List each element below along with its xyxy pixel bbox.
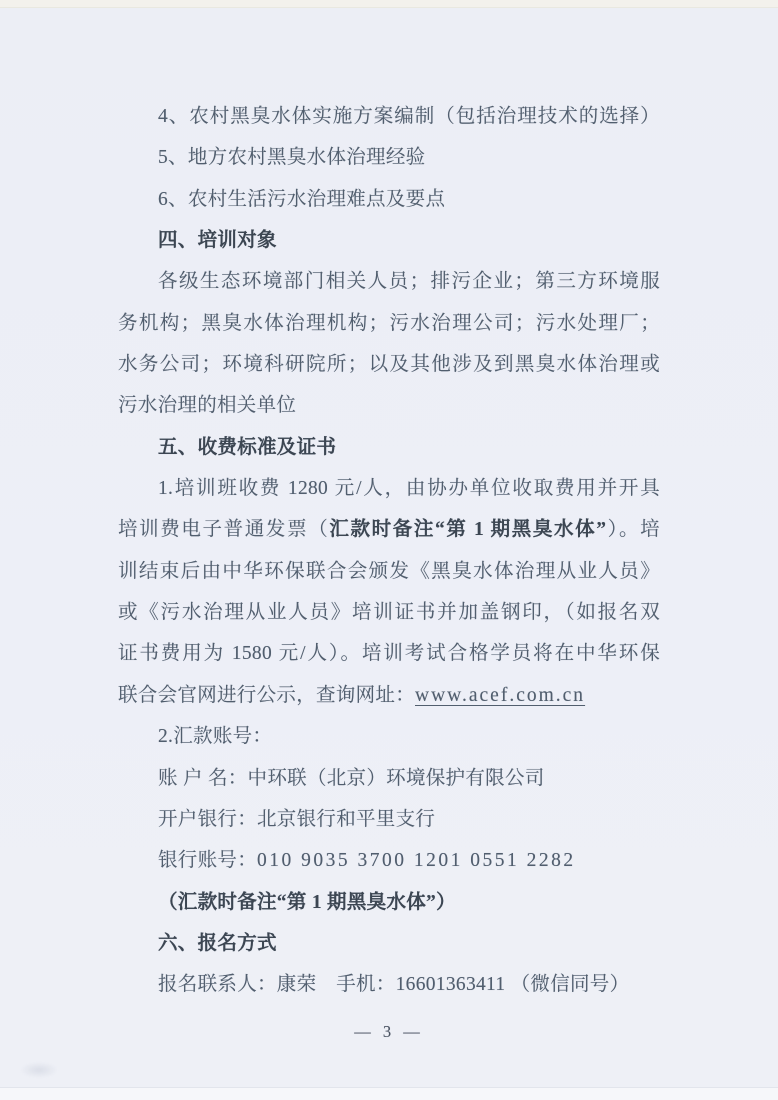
bank-branch-line (118, 799, 660, 840)
scan-smudge-artifact (20, 1062, 58, 1078)
line-text: 水务公司；环境科研院所；以及其他涉及到黑臭水体治理或 (118, 354, 660, 376)
paragraph-fee-line-1 (118, 468, 660, 509)
account-number-line (118, 840, 660, 881)
paragraph-audience-line-4 (118, 385, 660, 426)
heading-text: 五、收费标准及证书 (158, 436, 337, 458)
paragraph-fee-line-3 (118, 551, 660, 592)
line-text: 务机构；黑臭水体治理机构；污水治理公司；污水处理厂； (118, 312, 660, 334)
field-label: 银行账号： (158, 850, 258, 872)
scan-edge-bottom (0, 1087, 778, 1100)
line-text: 开户银行：北京银行和平里支行 (158, 808, 436, 830)
section-heading-fees-certificates (118, 427, 660, 468)
line-text: 各级生态环境部门相关人员；排污企业；第三方环境服 (158, 271, 660, 293)
remittance-note-line (118, 882, 660, 923)
line-text: 培训费电子普通发票（ (118, 519, 330, 541)
paragraph-audience-line-3 (118, 344, 660, 385)
paragraph-fee-line-5 (118, 633, 660, 674)
line-text: 4、农村黑臭水体实施方案编制（包括治理技术的选择） (158, 106, 660, 127)
paragraph-audience-line-2 (118, 303, 660, 344)
scan-edge-top (0, 0, 778, 8)
line-text: 1.培训班收费 1280 元/人，由协办单位收取费用并开具 (158, 478, 660, 500)
account-name-line (118, 758, 660, 799)
paragraph-fee-line-2 (118, 509, 660, 550)
line-text: 账 户 名：中环联（北京）环境保护有限公司 (158, 767, 545, 789)
line-text: 证书费用为 1580 元/人）。培训考试合格学员将在中华环保 (118, 643, 660, 665)
paragraph-audience-line-1 (118, 261, 660, 302)
document-body (118, 96, 660, 1006)
remittance-note-inline: 汇款时备注“第 1 期黑臭水体” (329, 519, 607, 541)
contact-line (118, 964, 660, 1005)
line-text: 训结束后由中华环保联合会颁发《黑臭水体治理从业人员》 (118, 560, 660, 582)
list-item-5 (118, 137, 660, 178)
list-item-4 (118, 96, 660, 137)
heading-text: 四、培训对象 (158, 230, 277, 252)
page-number: — 3 — (354, 1022, 424, 1041)
heading-text: 六、报名方式 (158, 932, 277, 954)
list-item-6 (118, 179, 660, 220)
line-text: 报名联系人：康荣 手机：16601363411 （微信同号） (158, 974, 630, 996)
website-url: www.acef.com.cn (415, 684, 586, 706)
section-heading-training-audience (118, 220, 660, 261)
paragraph-fee-line-6 (118, 675, 660, 716)
remittance-account-label (118, 716, 660, 757)
line-text: （汇款时备注“第 1 期黑臭水体”） (158, 891, 456, 913)
account-number: 010 9035 3700 1201 0551 2282 (257, 850, 576, 872)
paragraph-fee-line-4 (118, 592, 660, 633)
line-text: 污水治理的相关单位 (118, 395, 297, 417)
line-text: 5、地方农村黑臭水体治理经验 (158, 147, 426, 169)
line-text: 联合会官网进行公示，查询网址： (118, 684, 416, 706)
line-text: ）。培 (606, 519, 660, 541)
section-heading-registration (118, 923, 660, 964)
line-text: 2.汇款账号： (158, 726, 273, 748)
line-text: 或《污水治理从业人员》培训证书并加盖钢印，（如报名双 (118, 602, 660, 624)
line-text: 6、农村生活污水治理难点及要点 (158, 188, 446, 210)
